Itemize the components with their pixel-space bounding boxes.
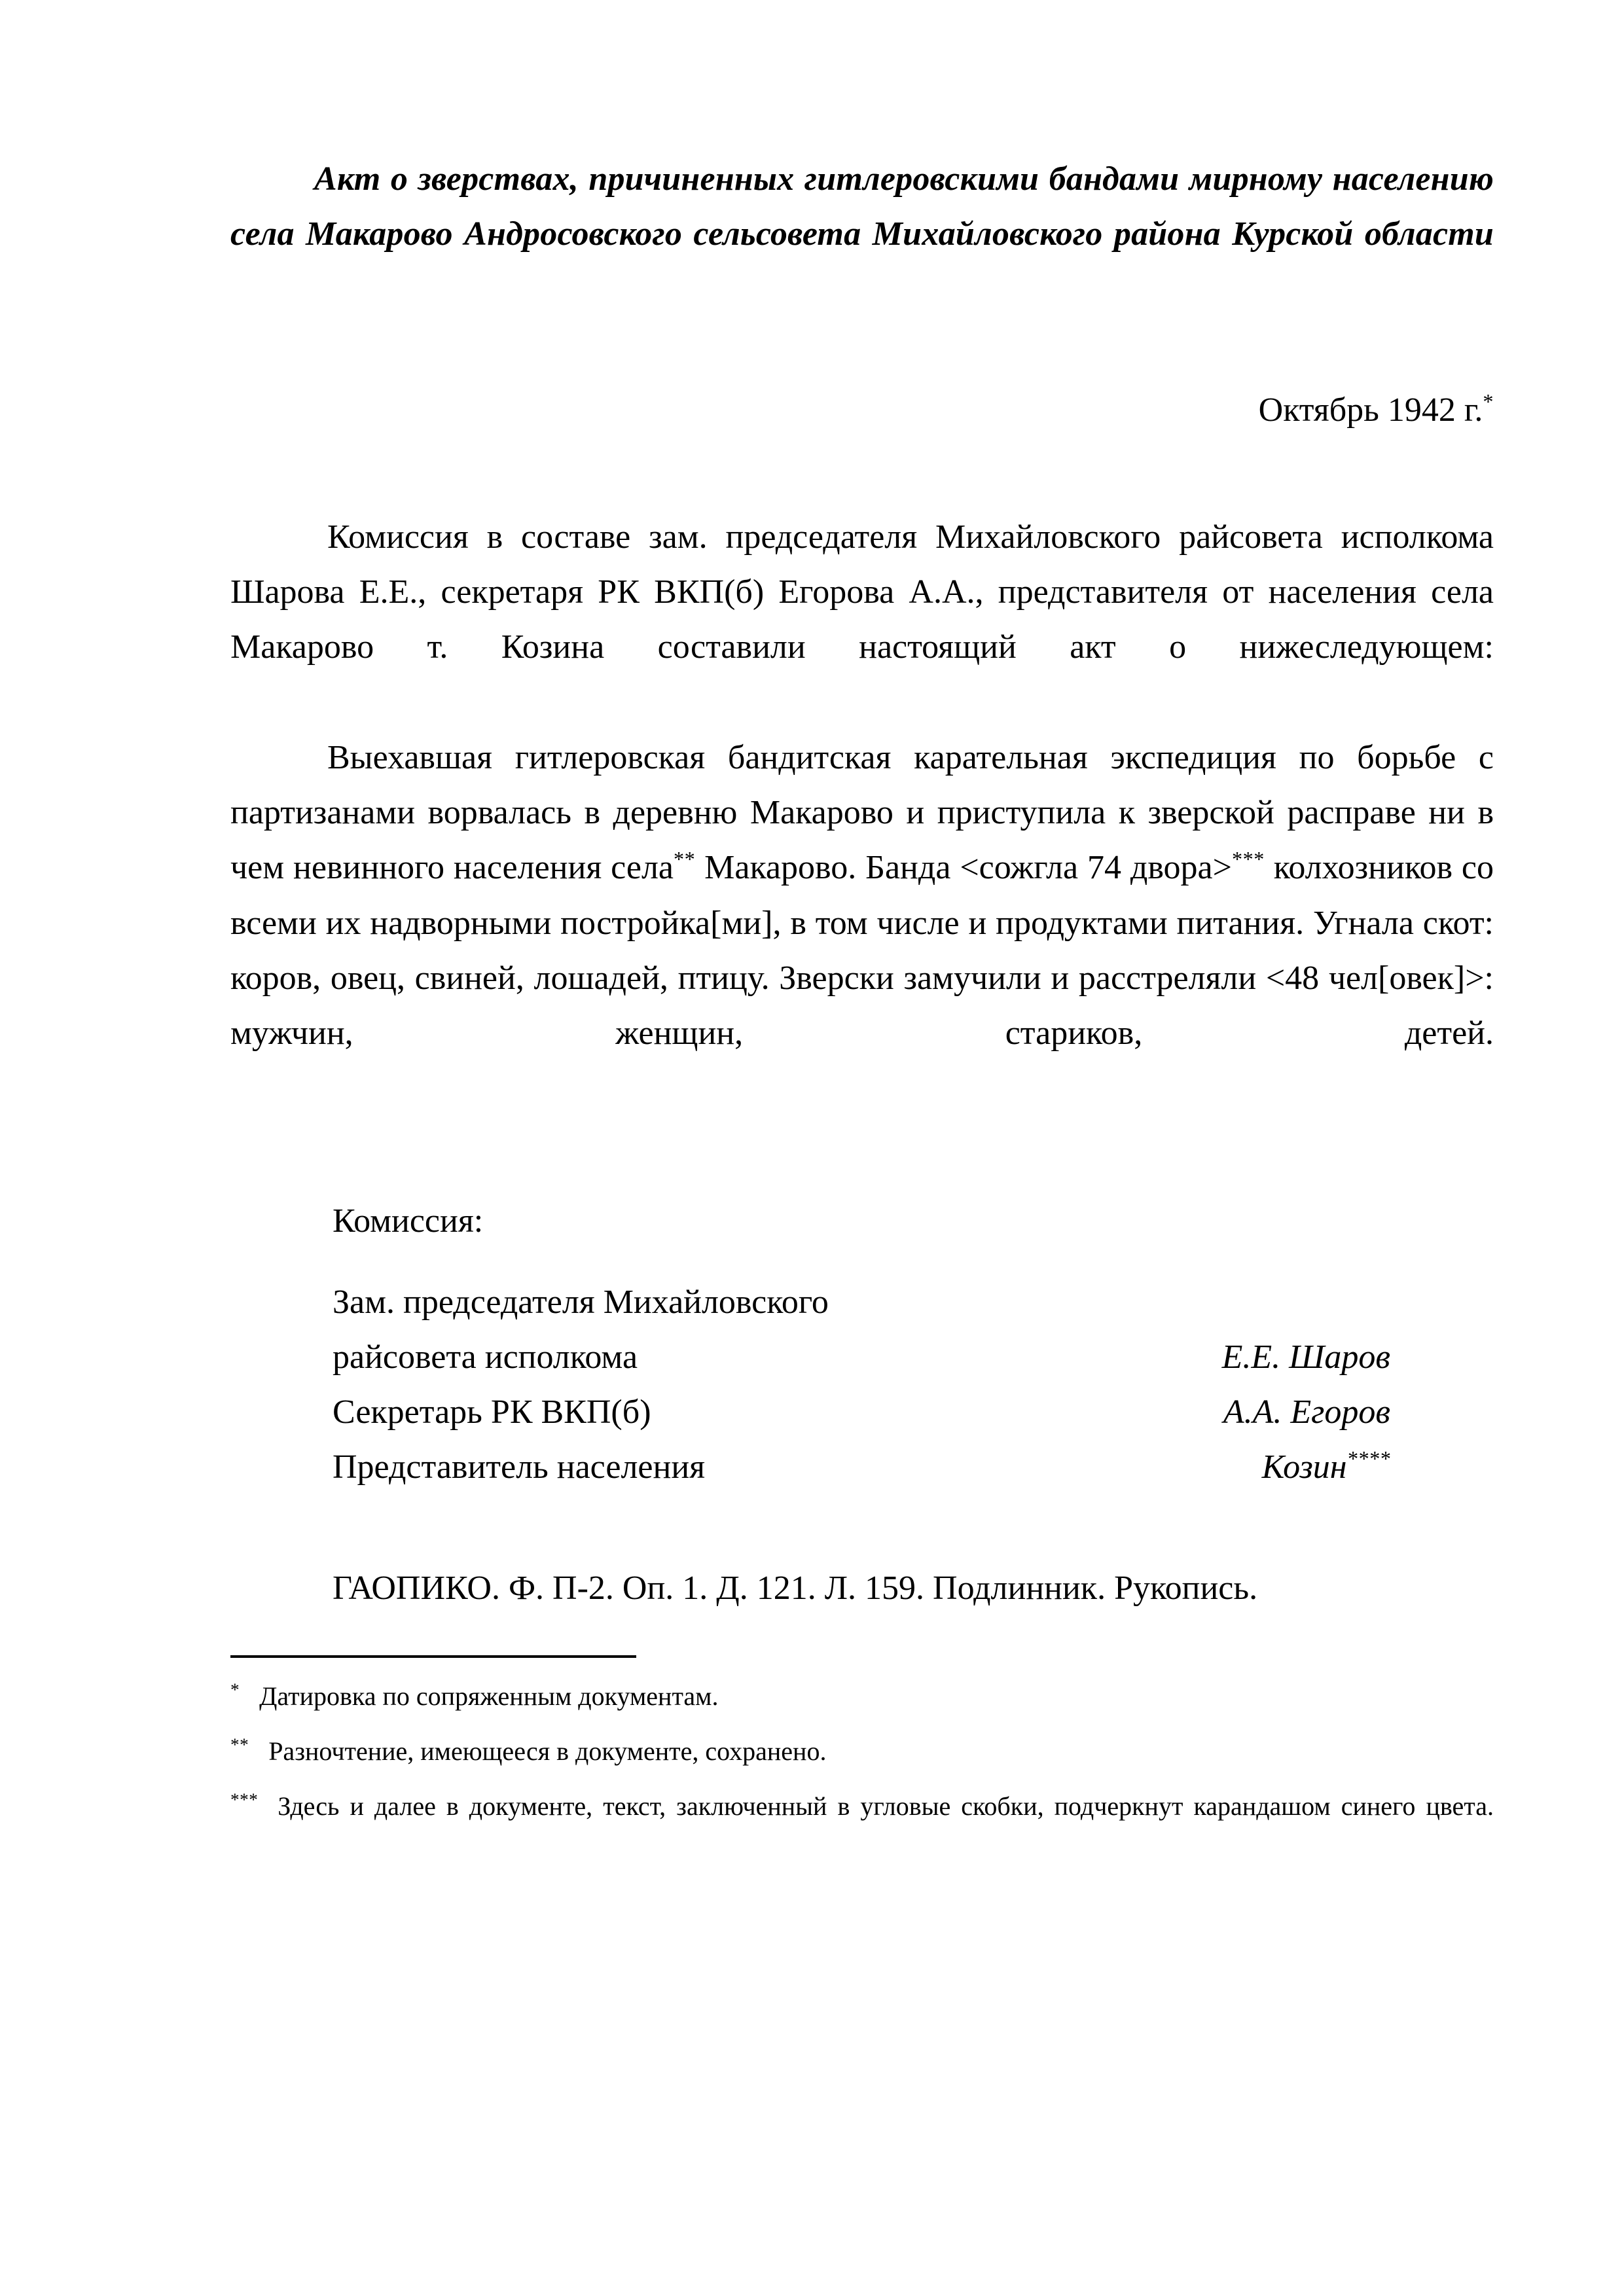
footnote-item xyxy=(230,1731,1494,1772)
paragraph-segment-text: Выехавшая гитлеровская бандитская карательная экспедиция по борьбе с партизанами ворвалась в деревню Макарово и приступила к зверской расправе ни в чем невинного населения села xyxy=(230,738,1494,887)
paragraph-segment-text: колхозников со всеми их надворными постройка[ми], в том числе и продуктами питания. Угнала скот: коров, овец, свиней, лошадей, птицу. Зверски замучили и расстреляли <48 чел[овек]>: мужчин, женщин, стариков, детей. xyxy=(230,849,1494,1052)
paragraph-atrocity-description xyxy=(230,730,1494,1117)
signatory-role: Секретарь РК ВКП(б) xyxy=(333,1393,651,1431)
signatory-role: райсовета исполкома xyxy=(333,1338,638,1376)
document-title: Акт о зверствах, причиненных гитлеровскими бандами мирному населению села Макарово Андросовского сельсовета Михайловского района Курской области xyxy=(230,160,1494,253)
footnotes-section xyxy=(230,1616,1494,1867)
footnote-text: Датировка по сопряженным документам. xyxy=(259,1681,719,1711)
footnote-text: Разночтение, имеющееся в документе, сохранено. xyxy=(268,1736,827,1766)
signatory-name xyxy=(1222,1330,1390,1385)
signatory-name xyxy=(1223,1385,1390,1440)
signatory-role: Представитель населения xyxy=(333,1448,706,1486)
commission-role-line-1: Зам. председателя Михайловского xyxy=(333,1283,829,1321)
footnote-ref-2: ** xyxy=(673,848,696,872)
signatory-name xyxy=(1262,1440,1390,1495)
signature-row xyxy=(333,1385,1390,1440)
paragraph-commission-composition: Комиссия в составе зам. председателя Михайловского райсовета исполкома Шарова Е.Е., секретаря РК ВКП(б) Егорова А.А., представителя от населения села Макарово т. Козина составили настоящий акт о нижеследующем: xyxy=(230,518,1494,666)
footnote-ref-3: *** xyxy=(1231,848,1265,872)
signatory-name-text: А.А. Егоров xyxy=(1223,1393,1390,1431)
signatory-name-text: Е.Е. Шаров xyxy=(1221,1338,1390,1376)
archive-reference: ГАОПИКО. Ф. П-2. Оп. 1. Д. 121. Л. 159. Подлинник. Рукопись. xyxy=(333,1569,1258,1607)
footnote-marker: ** xyxy=(230,1734,249,1755)
document-date-line xyxy=(230,317,1494,438)
footnote-item xyxy=(230,1786,1494,1867)
document-body xyxy=(230,438,1494,1117)
paragraph-segment-text: Макарово. Банда <сожгла 74 двора> xyxy=(695,849,1232,887)
signature-row xyxy=(333,1330,1390,1385)
document-content xyxy=(230,0,1494,1882)
document-date: Октябрь 1942 г. xyxy=(1258,391,1483,429)
signatory-name-text: Козин xyxy=(1261,1448,1347,1486)
commission-heading: Комиссия: xyxy=(333,1202,484,1240)
footnote-marker: * xyxy=(230,1679,240,1700)
footnote-ref-1: * xyxy=(1483,389,1494,414)
signature-block xyxy=(230,1117,1494,1496)
footnote-separator-rule xyxy=(230,1655,636,1658)
signature-row xyxy=(333,1440,1390,1495)
footnote-item xyxy=(230,1676,1494,1717)
footnote-text: Здесь и далее в документе, текст, заключенный в угловые скобки, подчеркнут карандашом синего цвета. xyxy=(278,1791,1494,1821)
footnote-marker: *** xyxy=(230,1789,259,1810)
footnote-ref-4: **** xyxy=(1346,1447,1390,1471)
